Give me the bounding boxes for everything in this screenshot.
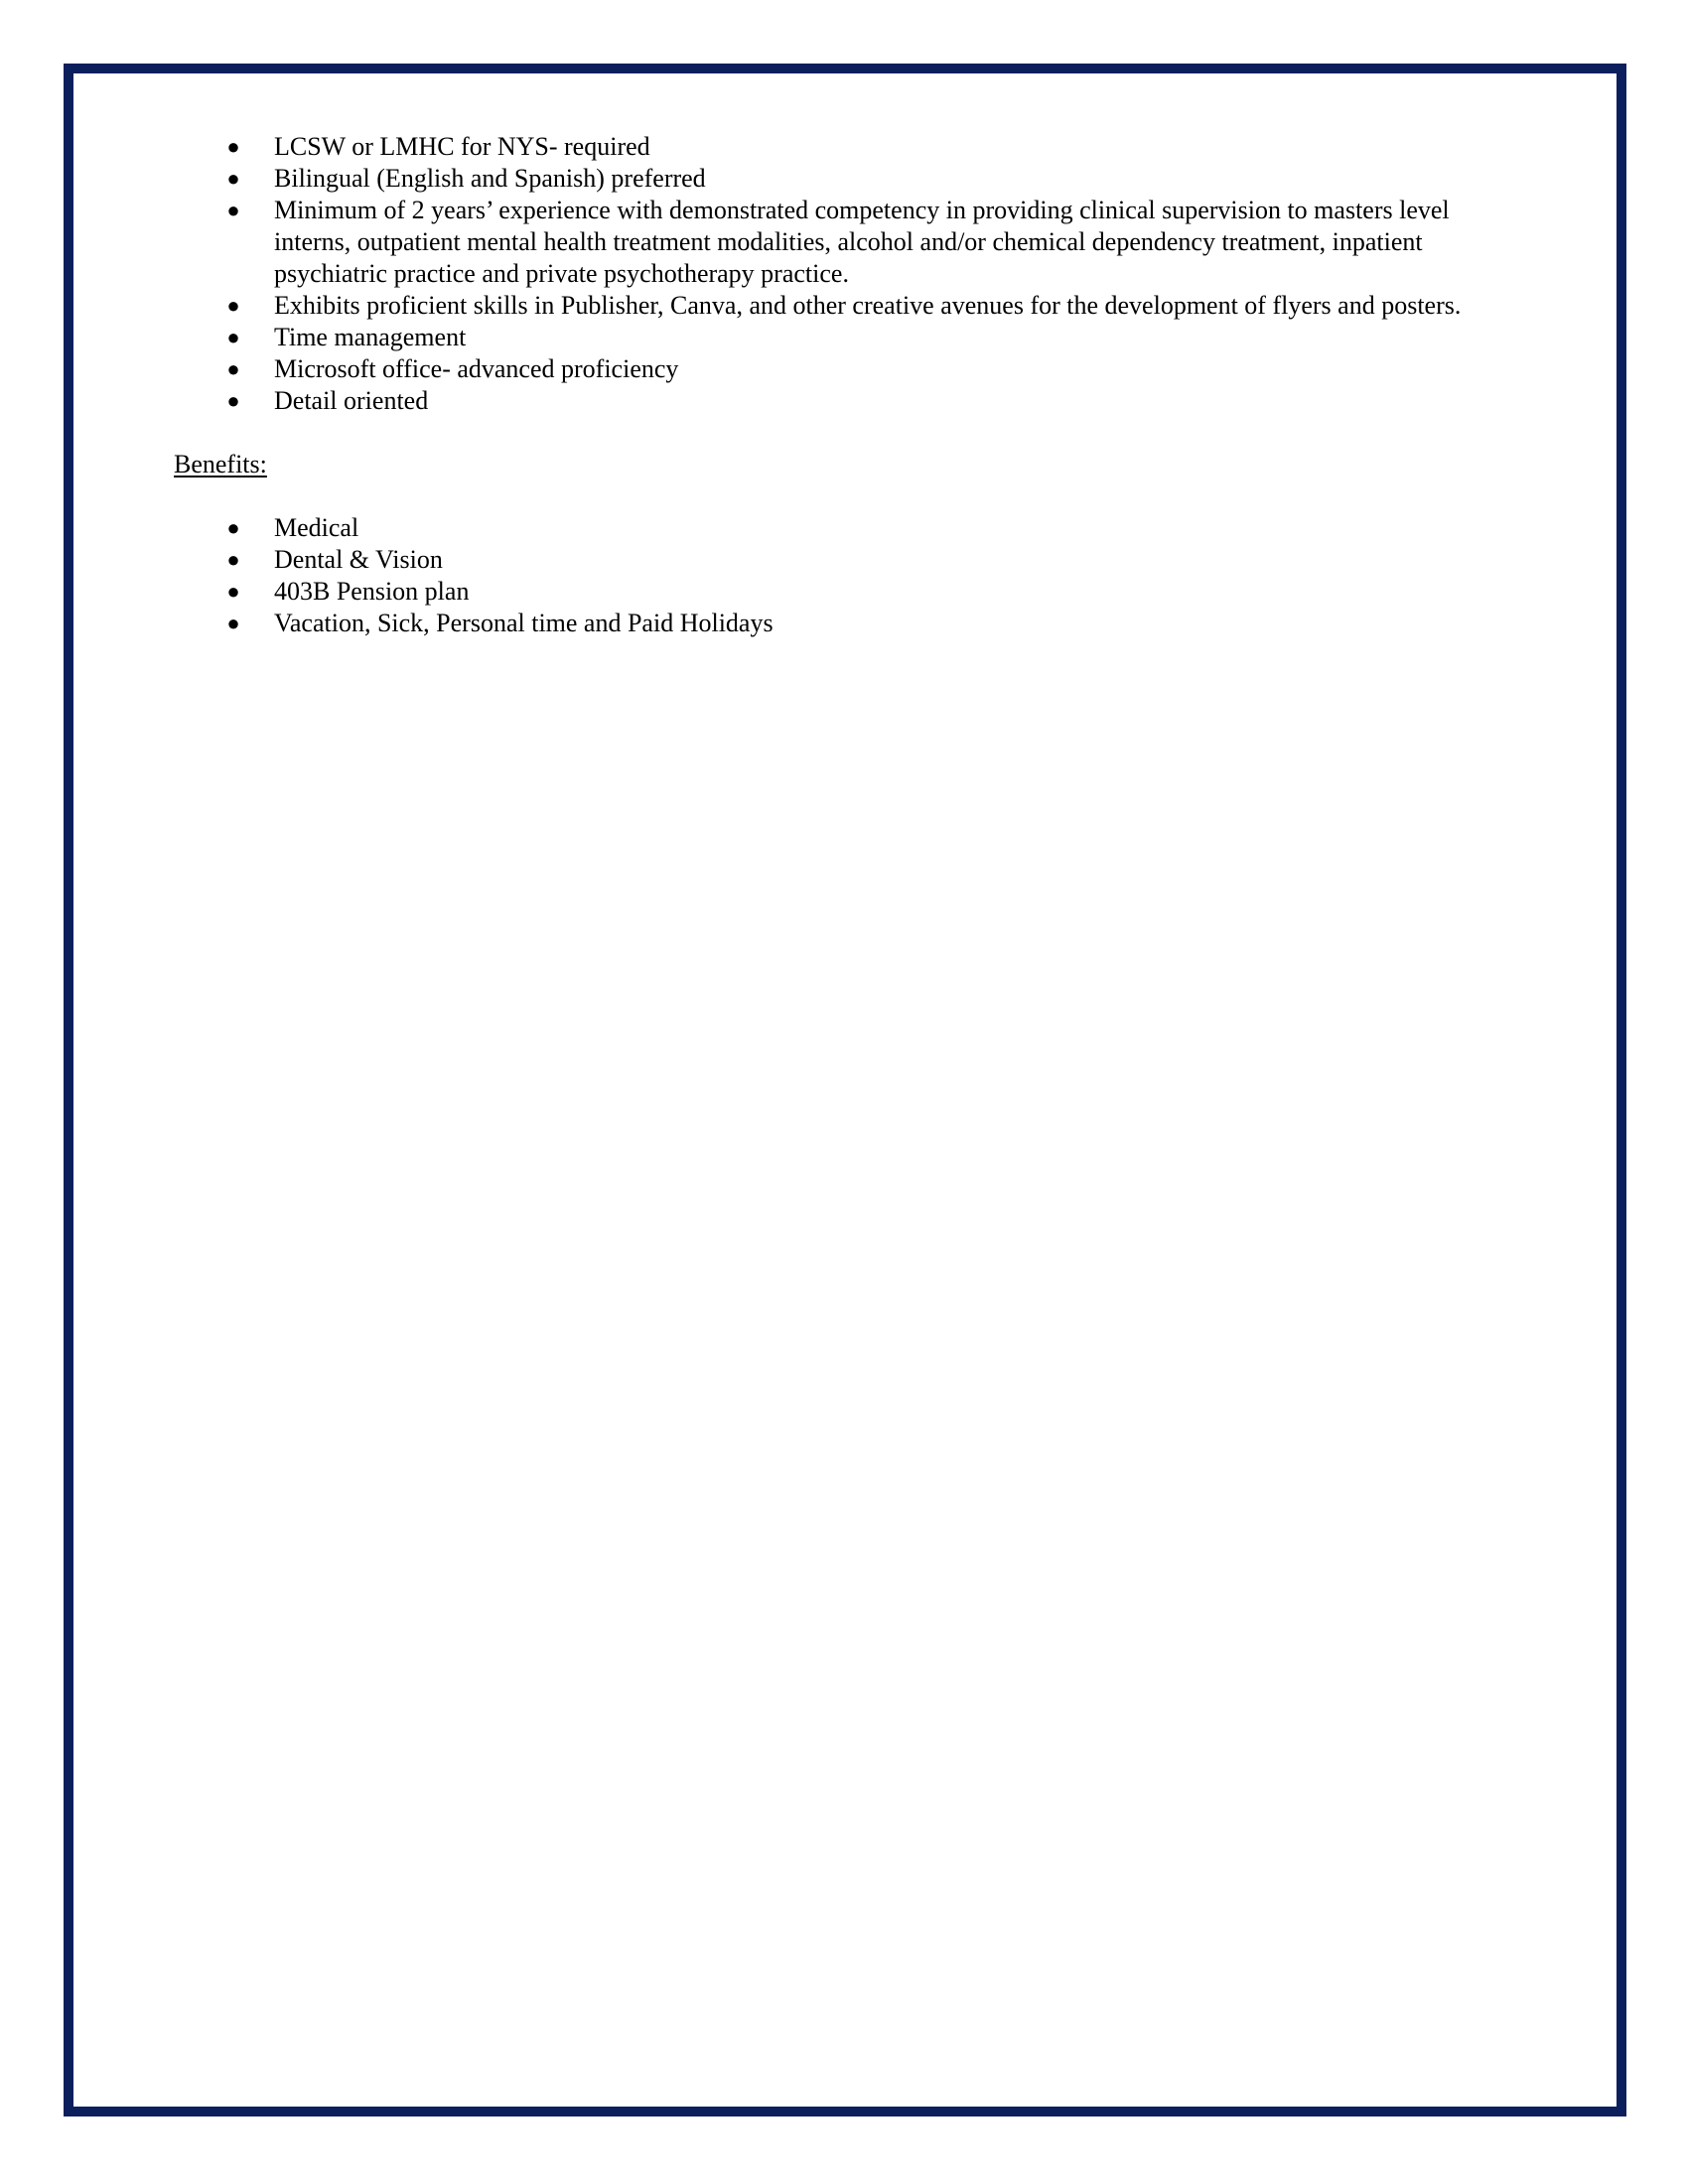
- list-item-text: Medical: [274, 513, 359, 542]
- list-item-text: LCSW or LMHC for NYS- required: [274, 132, 650, 161]
- list-item-text: Detail oriented: [274, 386, 429, 415]
- list-item: [174, 322, 1504, 353]
- list-item: [174, 544, 1504, 576]
- list-item-text: Minimum of 2 years’ experience with demonstrated competency in providing clinical supervision to masters level interns, outpatient mental health treatment modalities, alcohol and/or chemical dependency treatment, inpatient psychiatric practice and private psychotherapy practice.: [274, 196, 1450, 288]
- list-item-text: Time management: [274, 323, 467, 351]
- list-item-text: Vacation, Sick, Personal time and Paid Holidays: [274, 609, 774, 637]
- list-item-text: Microsoft office- advanced proficiency: [274, 354, 679, 383]
- list-item: [174, 290, 1504, 322]
- list-item: [174, 195, 1504, 290]
- list-item: [174, 385, 1504, 417]
- bullet-icon: ●: [226, 611, 240, 635]
- list-item: [174, 131, 1504, 163]
- list-item: [174, 512, 1504, 544]
- list-item: [174, 163, 1504, 195]
- list-item: [174, 576, 1504, 608]
- document-body: [174, 131, 1504, 639]
- bullet-icon: ●: [226, 134, 240, 159]
- bullet-icon: ●: [226, 166, 240, 191]
- bullet-icon: ●: [226, 325, 240, 349]
- bullet-icon: ●: [226, 198, 240, 222]
- benefits-heading: Benefits:: [174, 450, 267, 478]
- bullet-icon: ●: [226, 579, 240, 604]
- list-item: [174, 353, 1504, 385]
- list-item: [174, 608, 1504, 639]
- bullet-icon: ●: [226, 547, 240, 572]
- bullet-icon: ●: [226, 356, 240, 381]
- requirements-list: [174, 131, 1504, 417]
- bullet-icon: ●: [226, 515, 240, 540]
- benefits-list: [174, 512, 1504, 639]
- bullet-icon: ●: [226, 293, 240, 318]
- bullet-icon: ●: [226, 388, 240, 413]
- list-item-text: Exhibits proficient skills in Publisher, Canva, and other creative avenues for the development of flyers and posters.: [274, 291, 1462, 320]
- list-item-text: 403B Pension plan: [274, 577, 470, 606]
- list-item-text: Dental & Vision: [274, 545, 443, 574]
- list-item-text: Bilingual (English and Spanish) preferred: [274, 164, 706, 193]
